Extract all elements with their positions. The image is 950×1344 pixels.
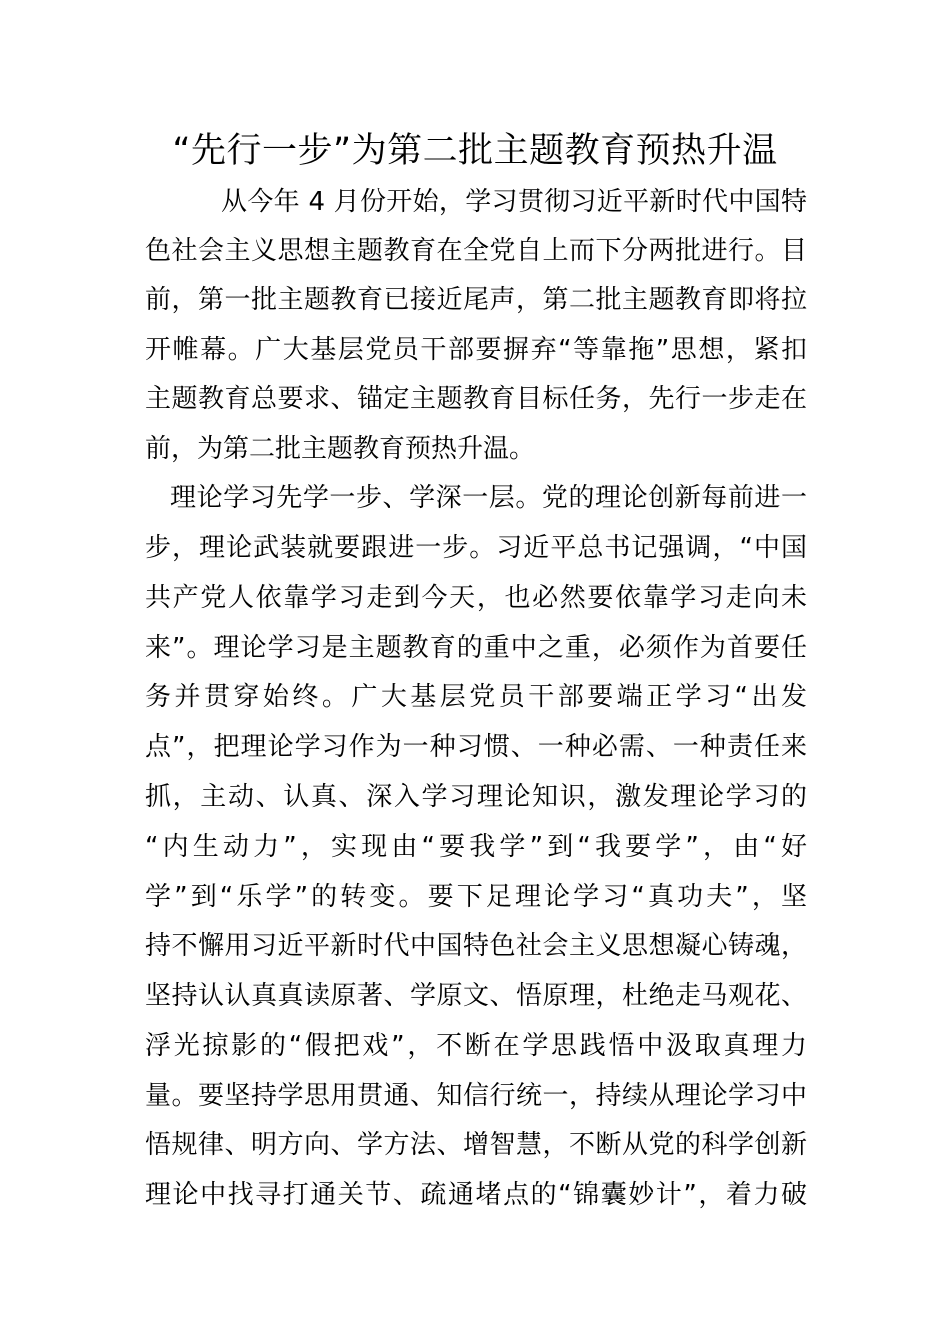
paragraph-line: “内生动力”，实现由“要我学”到“我要学”，由“好 (145, 832, 807, 862)
paragraph-line: 悟规律、明方向、学方法、增智慧，不断从党的科学创新 (145, 1130, 807, 1160)
paragraph-line: 量。要坚持学思用贯通、知信行统一，持续从理论学习中 (145, 1081, 807, 1111)
paragraph-line: 理论学习先学一步、学深一层。党的理论创新每前进一 (170, 483, 807, 513)
paragraph-line: 持不懈用习近平新时代中国特色社会主义思想凝心铸魂， (145, 931, 807, 961)
paragraph-line: 学”到“乐学”的转变。要下足理论学习“真功夫”，坚 (145, 882, 807, 912)
paragraph-line: 步，理论武装就要跟进一步。习近平总书记强调，“中国 (145, 533, 807, 563)
paragraph-line: 点”，把理论学习作为一种习惯、一种必需、一种责任来 (145, 732, 807, 762)
paragraph-line: 坚持认认真真读原著、学原文、悟原理，杜绝走马观花、 (145, 981, 807, 1011)
document-title: “先行一步”为第二批主题教育预热升温 (172, 131, 778, 171)
paragraph-line: 共产党人依靠学习走到今天，也必然要依靠学习走向未 (145, 583, 807, 613)
paragraph-line: 来”。理论学习是主题教育的重中之重，必须作为首要任 (145, 633, 807, 663)
paragraph-line: 抓，主动、认真、深入学习理论知识，激发理论学习的 (145, 782, 807, 812)
paragraph-line: 色社会主义思想主题教育在全党自上而下分两批进行。目 (145, 236, 807, 266)
paragraph-line: 前，第一批主题教育已接近尾声，第二批主题教育即将拉 (145, 285, 807, 315)
paragraph-line: 主题教育总要求、锚定主题教育目标任务，先行一步走在 (145, 384, 807, 414)
paragraph-line: 务并贯穿始终。广大基层党员干部要端正学习“出发 (145, 682, 807, 712)
paragraph-line: 从今年 4 月份开始，学习贯彻习近平新时代中国特 (221, 187, 807, 217)
paragraph-line: 理论中找寻打通关节、疏通堵点的“锦囊妙计”，着力破 (145, 1180, 807, 1210)
paragraph-line: 浮光掠影的“假把戏”，不断在学思践悟中汲取真理力 (145, 1031, 807, 1061)
paragraph-line: 前，为第二批主题教育预热升温。 (145, 434, 536, 464)
paragraph-line: 开帷幕。广大基层党员干部要摒弃“等靠拖”思想，紧扣 (145, 335, 807, 365)
